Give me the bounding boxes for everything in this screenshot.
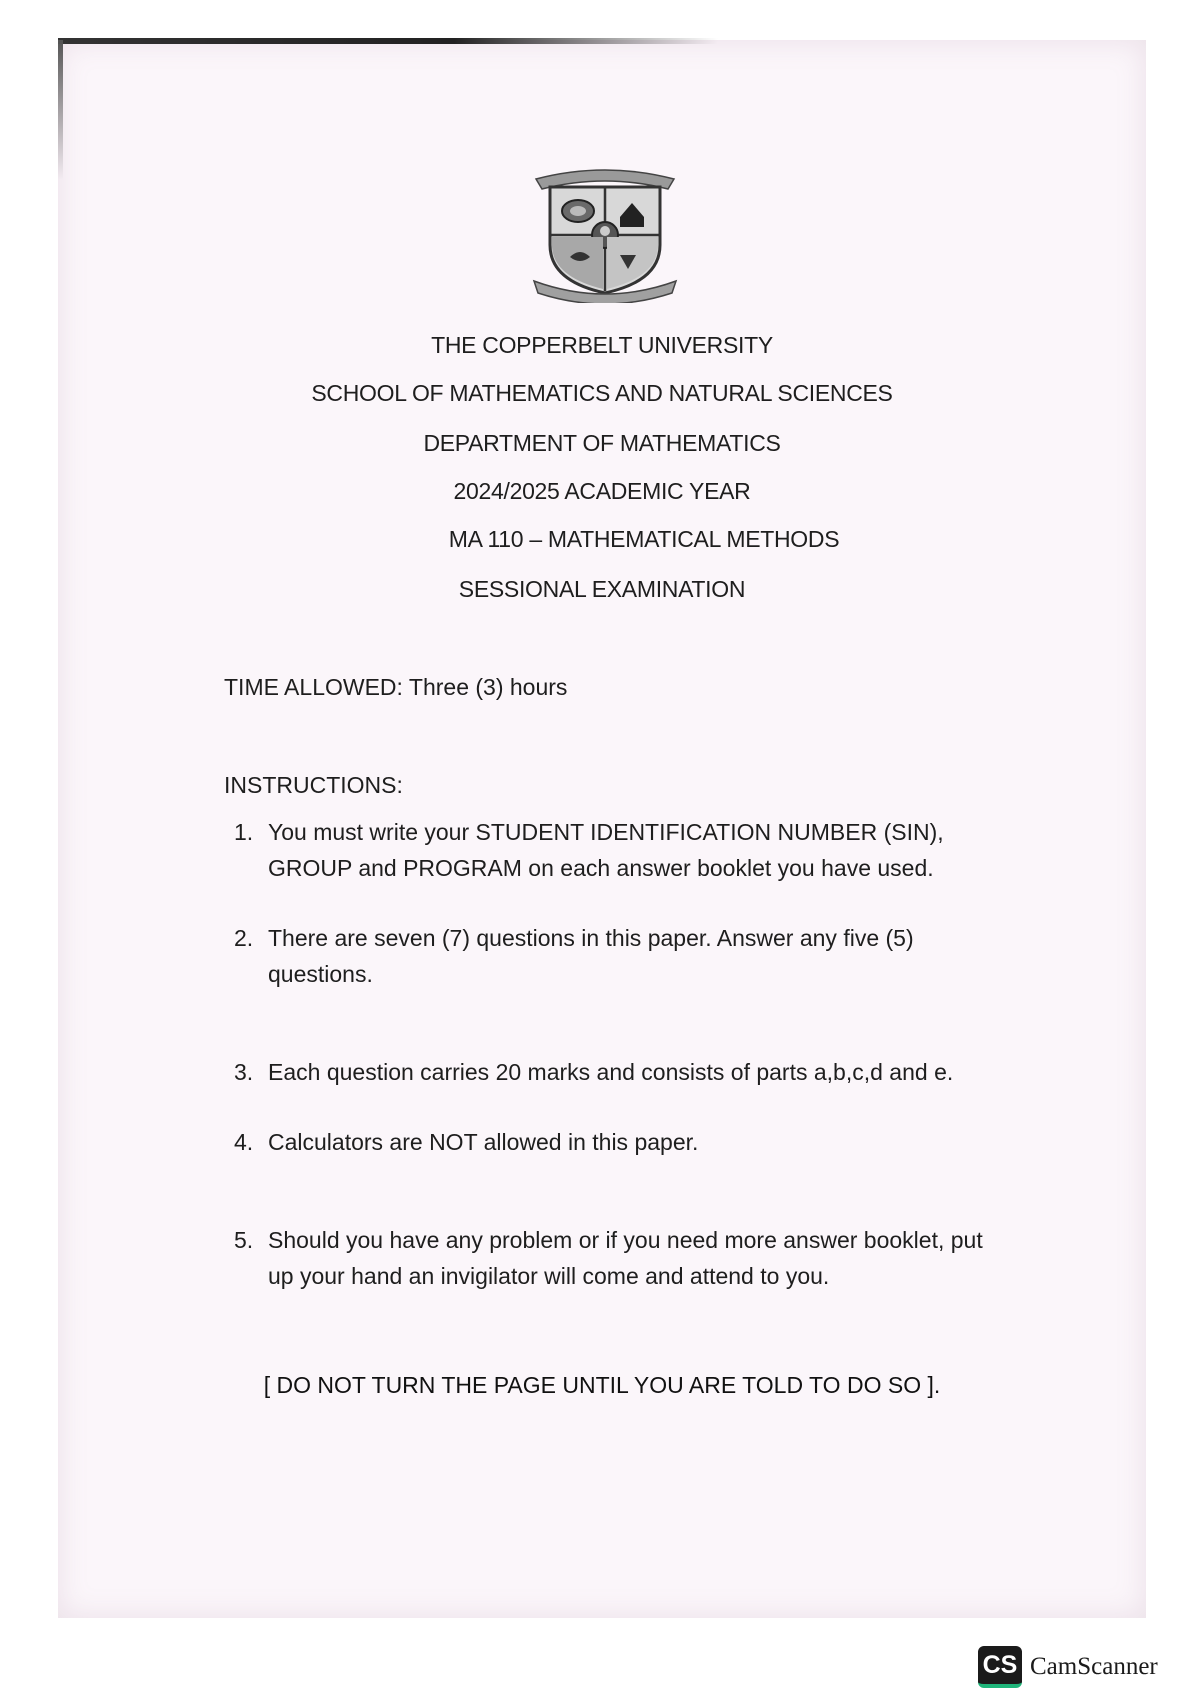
instruction-text: There are seven (7) questions in this paper. Answer any five (5) questions. bbox=[268, 925, 914, 987]
camscanner-logo-icon: CS bbox=[978, 1646, 1022, 1688]
department-name: DEPARTMENT OF MATHEMATICS bbox=[423, 430, 781, 456]
instruction-item bbox=[234, 1222, 1014, 1294]
instruction-number: 5. bbox=[234, 1227, 254, 1253]
instruction-item bbox=[234, 1054, 1014, 1090]
exam-type: SESSIONAL EXAMINATION bbox=[458, 576, 746, 602]
instruction-item bbox=[234, 1124, 1014, 1160]
academic-year: 2024/2025 ACADEMIC YEAR bbox=[453, 478, 751, 504]
university-name: THE COPPERBELT UNIVERSITY bbox=[431, 332, 773, 358]
instruction-item bbox=[234, 920, 1014, 992]
university-crest-icon bbox=[532, 165, 678, 303]
course-title: MA 110 – MATHEMATICAL METHODS bbox=[448, 526, 840, 552]
paper-shadow-edge-left bbox=[58, 40, 63, 180]
time-allowed: TIME ALLOWED: Three (3) hours bbox=[224, 674, 568, 700]
instruction-number: 1. bbox=[234, 819, 254, 845]
instruction-item bbox=[234, 814, 1014, 886]
instruction-text: Calculators are NOT allowed in this paper. bbox=[268, 1129, 699, 1155]
instruction-text: You must write your STUDENT IDENTIFICATION NUMBER (SIN), GROUP and PROGRAM on each answer booklet you have used. bbox=[268, 819, 944, 881]
paper-shadow-edge bbox=[58, 38, 718, 44]
camscanner-name: CamScanner bbox=[1030, 1653, 1158, 1680]
school-name: SCHOOL OF MATHEMATICS AND NATURAL SCIENCES bbox=[311, 380, 893, 406]
camscanner-watermark bbox=[978, 1646, 1158, 1688]
instructions-title: INSTRUCTIONS: bbox=[224, 772, 403, 798]
instruction-number: 3. bbox=[234, 1059, 254, 1085]
instruction-number: 2. bbox=[234, 925, 254, 951]
instruction-text: Should you have any problem or if you need more answer booklet, put up your hand an invigilator will come and attend to you. bbox=[268, 1227, 983, 1289]
instruction-text: Each question carries 20 marks and consists of parts a,b,c,d and e. bbox=[268, 1059, 954, 1085]
instruction-number: 4. bbox=[234, 1129, 254, 1155]
do-not-turn-warning: [ DO NOT TURN THE PAGE UNTIL YOU ARE TOLD TO DO SO ]. bbox=[263, 1372, 941, 1398]
